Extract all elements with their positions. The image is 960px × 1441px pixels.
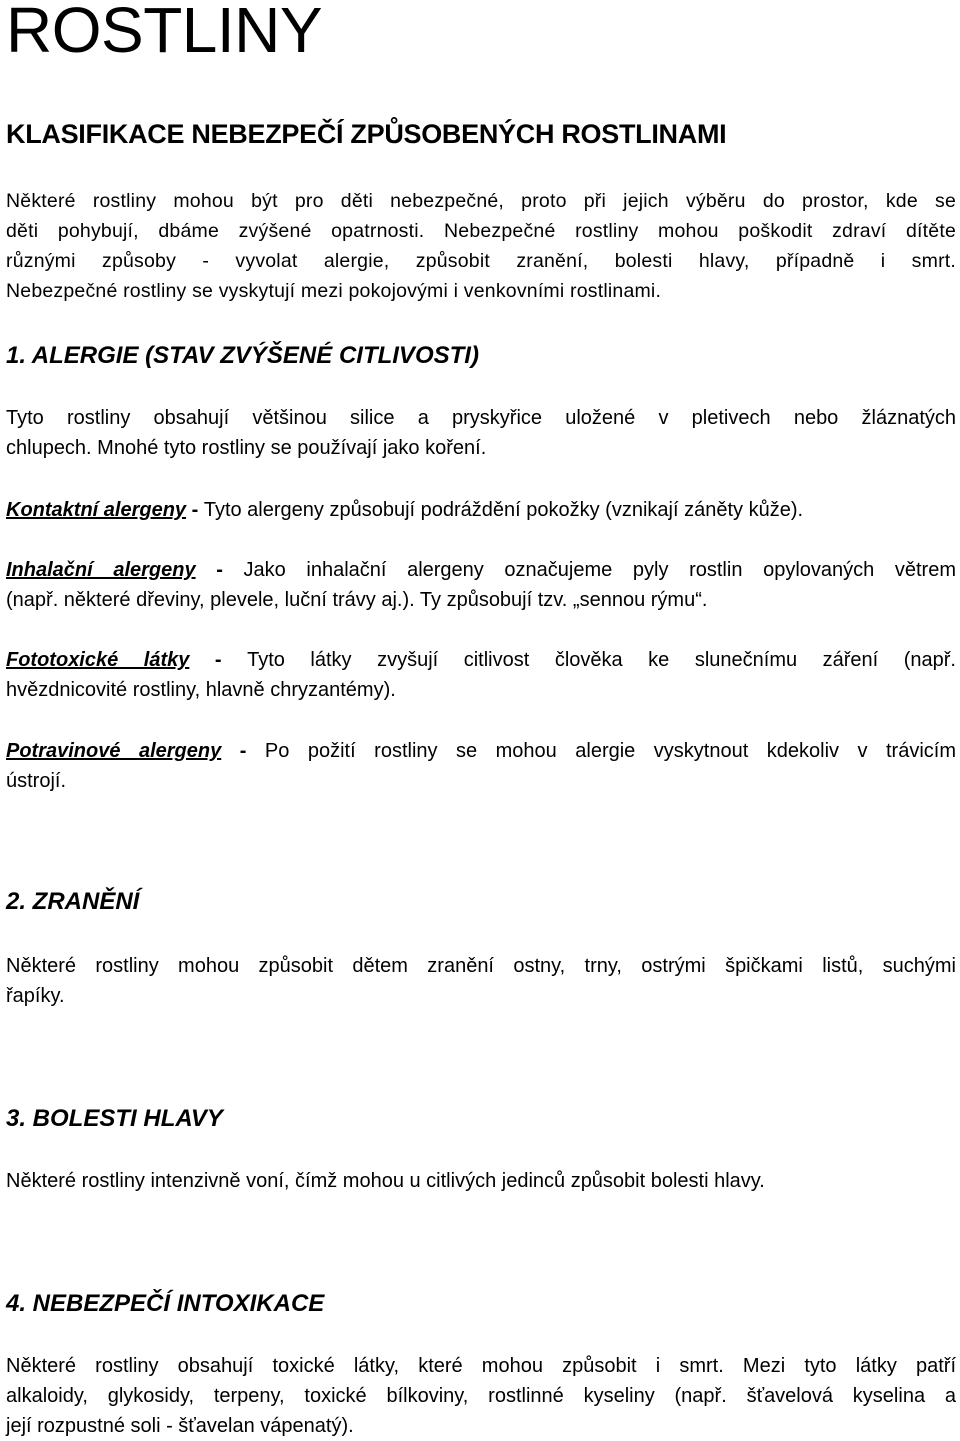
allergen-dash: - [186,499,204,521]
intoxication-paragraph [6,1351,956,1441]
allergy-paragraph [6,403,956,463]
allergen-term: Kontaktní alergeny [6,499,187,521]
intro-line: různými způsoby - vyvolat alergie, způsobit zranění, bolesti hlavy, případně i smrt. [6,250,956,272]
allergen-description: Tyto látky zvyšují citlivost člověka ke slunečnímu záření (např. [247,649,956,671]
injury-paragraph [6,951,956,1011]
allergen-item-inhalation [6,555,956,615]
section-heading-intoxication: 4. NEBEZPEČÍ INTOXIKACE [6,1290,325,1317]
intro-line: Nebezpečné rostliny se vyskytují mezi pokojovými i venkovními rostlinami. [6,280,662,302]
allergen-item-contact [6,495,956,525]
document-title: ROSTLINY [6,0,323,66]
allergen-item-phototoxic [6,645,956,705]
allergen-item-food [6,736,956,796]
intoxication-line: Některé rostliny obsahují toxické látky, které mohou způsobit i smrt. Mezi tyto látky patří [6,1355,956,1377]
intro-line: Některé rostliny mohou být pro děti nebezpečné, proto při jejich výběru do prostor, kde se [6,190,956,212]
allergen-description: Jako inhalační alergeny označujeme pyly rostlin opylovaných větrem [243,559,957,581]
headache-paragraph [6,1166,956,1196]
allergen-term: Inhalační alergeny [6,559,196,581]
intoxication-line: její rozpustné soli - šťavelan vápenatý). [6,1415,354,1437]
allergen-dash: - [195,559,244,581]
section-heading-allergy: 1. ALERGIE (STAV ZVÝŠENÉ CITLIVOSTI) [6,342,479,369]
allergen-term: Potravinové alergeny [6,740,222,762]
intoxication-line: alkaloidy, glykosidy, terpeny, toxické bílkoviny, rostlinné kyseliny (např. šťavelová kyselina a [6,1385,956,1407]
allergen-description: Po požití rostliny se mohou alergie vyskytnout kdekoliv v trávicím [264,740,956,762]
section-heading-headache: 3. BOLESTI HLAVY [6,1105,223,1132]
allergen-description-continued: hvězdnicovité rostliny, hlavně chryzantémy). [6,679,396,701]
section-heading-injury: 2. ZRANĚNÍ [6,888,140,915]
allergen-description-continued: ústrojí. [6,770,67,792]
allergen-term: Fototoxické látky [6,649,190,671]
intro-line: děti pohybují, dbáme zvýšené opatrnosti. Nebezpečné rostliny mohou poškodit zdraví dítěte [6,220,956,242]
allergen-description: Tyto alergeny způsobují podráždění pokožky (vznikají záněty kůže). [203,499,804,521]
allergy-line: chlupech. Mnohé tyto rostliny se používají jako koření. [6,437,487,459]
injury-line: Některé rostliny mohou způsobit dětem zranění ostny, trny, ostrými špičkami listů, suchými [6,955,956,977]
main-heading: KLASIFIKACE NEBEZPEČÍ ZPŮSOBENÝCH ROSTLINAMI [6,119,727,149]
headache-line: Některé rostliny intenzivně voní, čímž mohou u citlivých jedinců způsobit bolesti hlavy. [6,1170,765,1192]
allergen-description-continued: (např. některé dřeviny, plevele, luční trávy aj.). Ty způsobují tzv. „sennou rýmu“. [6,589,708,611]
allergen-dash: - [189,649,248,671]
allergy-line: Tyto rostliny obsahují většinou silice a pryskyřice uložené v pletivech nebo žláznatých [6,407,956,429]
allergen-dash: - [221,740,265,762]
intro-paragraph [6,186,956,306]
injury-line: řapíky. [6,985,65,1007]
